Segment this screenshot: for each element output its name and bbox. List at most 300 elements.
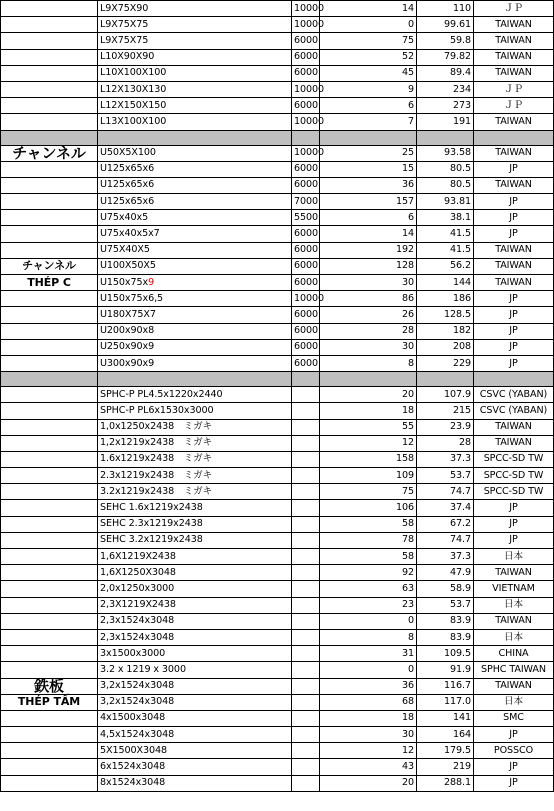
origin-cell: SPCC-SD TW — [474, 468, 554, 484]
origin-cell: CHINA — [474, 646, 554, 662]
spec-text: U125x65x6 — [100, 179, 155, 191]
table-row — [1, 419, 554, 435]
qty-cell: 58 — [320, 549, 417, 565]
length-cell: 6000 — [292, 242, 320, 258]
spec-text: U75X40X5 — [100, 244, 150, 256]
category-cell — [1, 17, 98, 33]
category-cell — [1, 694, 98, 710]
length-cell — [292, 629, 320, 645]
weight-cell: 74.7 — [417, 532, 474, 548]
weight-cell: 186 — [417, 291, 474, 307]
qty-cell: 8 — [320, 355, 417, 371]
table-row — [1, 355, 554, 371]
length-cell: 10000 — [292, 1, 320, 17]
weight-cell: 37.3 — [417, 549, 474, 565]
qty-cell: 31 — [320, 646, 417, 662]
table-row — [1, 678, 554, 694]
table-row — [1, 98, 554, 114]
origin-cell: ＪＰ — [474, 1, 554, 17]
origin-cell: POSSCO — [474, 743, 554, 759]
spec-text: SEHC 2.3x1219x2438 — [100, 518, 203, 530]
spec-text: L12X150X150 — [100, 99, 167, 111]
length-cell — [292, 419, 320, 435]
spec-text: 2.3x1219x2438 ミガキ — [100, 469, 213, 481]
table-row — [1, 1, 554, 17]
table-row — [1, 275, 554, 291]
weight-cell: 74.7 — [417, 484, 474, 500]
table-row — [1, 484, 554, 500]
table-row — [1, 694, 554, 710]
table-row — [1, 500, 554, 516]
spec-text: L13X100X100 — [100, 115, 167, 127]
qty-cell: 78 — [320, 532, 417, 548]
spec-text: SEHC 1.6x1219x2438 — [100, 502, 203, 514]
spec-cell — [98, 161, 292, 177]
origin-cell: JP — [474, 323, 554, 339]
table-row — [1, 161, 554, 177]
spec-text: 2,3X1219X2438 — [100, 599, 176, 611]
length-cell: 6000 — [292, 33, 320, 49]
spec-text: U180X75X7 — [100, 308, 156, 320]
spec-text: 3x1500x3000 — [100, 647, 166, 659]
spec-text: 2,3x1524x3048 — [100, 615, 175, 627]
length-cell — [292, 678, 320, 694]
weight-cell: 219 — [417, 759, 474, 775]
qty-cell: 157 — [320, 194, 417, 210]
spec-cell — [98, 355, 292, 371]
qty-cell: 86 — [320, 291, 417, 307]
spec-text: 1,6X1250X3048 — [100, 566, 176, 578]
table-row — [1, 597, 554, 613]
spec-text: L12X130X130 — [100, 83, 167, 95]
weight-cell: 117.0 — [417, 694, 474, 710]
qty-cell: 30 — [320, 275, 417, 291]
weight-cell: 141 — [417, 710, 474, 726]
spec-text: U75x40x5 — [100, 211, 149, 223]
qty-cell: 109 — [320, 468, 417, 484]
weight-cell: 89.4 — [417, 65, 474, 81]
spec-text: 6x1524x3048 — [100, 761, 166, 773]
weight-cell: 116.7 — [417, 678, 474, 694]
qty-cell: 20 — [320, 387, 417, 403]
length-cell — [292, 516, 320, 532]
origin-cell: JP — [474, 339, 554, 355]
weight-cell: 109.5 — [417, 646, 474, 662]
qty-cell: 20 — [320, 775, 417, 791]
weight-cell: 208 — [417, 339, 474, 355]
category-cell — [1, 177, 98, 193]
length-cell: 6000 — [292, 258, 320, 274]
origin-cell: 日本 — [474, 597, 554, 613]
spec-cell — [98, 516, 292, 532]
weight-cell: 37.3 — [417, 451, 474, 467]
separator-cell — [474, 372, 554, 387]
length-cell — [292, 694, 320, 710]
separator-cell — [1, 130, 98, 145]
qty-cell: 158 — [320, 451, 417, 467]
origin-cell: CSVC (YABAN) — [474, 403, 554, 419]
spec-cell — [98, 145, 292, 161]
spec-text: 2,3x1524x3048 — [100, 631, 175, 643]
weight-cell: 107.9 — [417, 387, 474, 403]
category-cell — [1, 275, 98, 291]
spec-cell — [98, 177, 292, 193]
table-row — [1, 339, 554, 355]
length-cell — [292, 565, 320, 581]
origin-cell: TAIWAN — [474, 613, 554, 629]
spec-cell — [98, 549, 292, 565]
category-cell — [1, 565, 98, 581]
origin-cell: TAIWAN — [474, 678, 554, 694]
length-cell — [292, 435, 320, 451]
length-cell: 6000 — [292, 226, 320, 242]
length-cell — [292, 403, 320, 419]
spec-cell — [98, 403, 292, 419]
origin-cell: JP — [474, 210, 554, 226]
weight-cell: 41.5 — [417, 242, 474, 258]
weight-cell: 179.5 — [417, 743, 474, 759]
spec-cell — [98, 419, 292, 435]
origin-cell: TAIWAN — [474, 145, 554, 161]
origin-cell: TAIWAN — [474, 17, 554, 33]
table-row — [1, 17, 554, 33]
spec-cell — [98, 435, 292, 451]
origin-cell: SPCC-SD TW — [474, 451, 554, 467]
category-cell — [1, 500, 98, 516]
spec-text: SPHC-P PL4.5x1220x2440 — [100, 388, 223, 400]
length-cell: 5500 — [292, 210, 320, 226]
length-cell — [292, 775, 320, 791]
qty-cell: 68 — [320, 694, 417, 710]
length-cell: 6000 — [292, 49, 320, 65]
category-cell — [1, 65, 98, 81]
origin-cell: CSVC (YABAN) — [474, 387, 554, 403]
category-cell — [1, 759, 98, 775]
table-row — [1, 759, 554, 775]
category-cell — [1, 355, 98, 371]
spec-text: SEHC 3.2x1219x2438 — [100, 534, 203, 546]
table-row — [1, 727, 554, 743]
category-cell — [1, 194, 98, 210]
separator-cell — [98, 130, 292, 145]
qty-cell: 106 — [320, 500, 417, 516]
origin-cell: JP — [474, 532, 554, 548]
length-cell: 6000 — [292, 355, 320, 371]
origin-cell: JP — [474, 775, 554, 791]
spec-cell — [98, 33, 292, 49]
separator-cell — [417, 130, 474, 145]
spec-text: L10X100X100 — [100, 67, 167, 79]
spec-text: 3.2x1219x2438 ミガキ — [100, 485, 213, 497]
length-cell — [292, 532, 320, 548]
length-cell: 6000 — [292, 307, 320, 323]
weight-cell: 56.2 — [417, 258, 474, 274]
qty-cell: 14 — [320, 226, 417, 242]
category-cell — [1, 242, 98, 258]
weight-cell: 288.1 — [417, 775, 474, 791]
spec-cell — [98, 210, 292, 226]
spec-cell — [98, 646, 292, 662]
qty-cell: 52 — [320, 49, 417, 65]
spec-text: 1.6x1219x2438 ミガキ — [100, 453, 213, 465]
qty-cell: 128 — [320, 258, 417, 274]
qty-cell: 75 — [320, 484, 417, 500]
origin-cell: TAIWAN — [474, 49, 554, 65]
qty-cell: 30 — [320, 727, 417, 743]
qty-cell: 55 — [320, 419, 417, 435]
spec-text: 3,2x1524x3048 — [100, 680, 175, 692]
length-cell: 6000 — [292, 98, 320, 114]
table-row — [1, 49, 554, 65]
weight-cell: 53.7 — [417, 597, 474, 613]
origin-cell: SPHC TAIWAN — [474, 662, 554, 678]
qty-cell: 0 — [320, 17, 417, 33]
spec-cell — [98, 81, 292, 97]
table-row — [1, 226, 554, 242]
qty-cell: 8 — [320, 629, 417, 645]
spec-cell — [98, 323, 292, 339]
table-row — [1, 646, 554, 662]
separator-cell — [320, 130, 417, 145]
spec-cell — [98, 194, 292, 210]
weight-cell: 234 — [417, 81, 474, 97]
weight-cell: 99.61 — [417, 17, 474, 33]
qty-cell: 28 — [320, 323, 417, 339]
origin-cell: 日本 — [474, 694, 554, 710]
origin-cell: TAIWAN — [474, 258, 554, 274]
spec-cell — [98, 387, 292, 403]
weight-cell: 273 — [417, 98, 474, 114]
length-cell: 10000 — [292, 145, 320, 161]
spec-text: U100X50X5 — [100, 260, 156, 272]
category-cell — [1, 727, 98, 743]
spec-text: L10X90X90 — [100, 51, 155, 63]
origin-cell: JP — [474, 226, 554, 242]
length-cell: 6000 — [292, 275, 320, 291]
weight-cell: 23.9 — [417, 419, 474, 435]
spec-cell — [98, 581, 292, 597]
origin-cell: JP — [474, 759, 554, 775]
separator-cell — [474, 130, 554, 145]
spec-cell — [98, 98, 292, 114]
qty-cell: 0 — [320, 613, 417, 629]
length-cell — [292, 468, 320, 484]
category-cell — [1, 114, 98, 130]
spec-text: 1,2x1219x2438 ミガキ — [100, 437, 213, 449]
length-cell: 7000 — [292, 194, 320, 210]
origin-cell: 日本 — [474, 549, 554, 565]
origin-cell: ＪＰ — [474, 81, 554, 97]
separator-cell — [292, 130, 320, 145]
spec-text: L9X75X75 — [100, 18, 149, 30]
spec-text: 1,6X1219X2438 — [100, 550, 176, 562]
qty-cell: 12 — [320, 743, 417, 759]
spec-text: L9X75X90 — [100, 2, 149, 14]
spec-text: 3,2x1524x3048 — [100, 696, 175, 708]
category-cell — [1, 81, 98, 97]
weight-cell: 38.1 — [417, 210, 474, 226]
spec-cell — [98, 451, 292, 467]
qty-cell: 9 — [320, 81, 417, 97]
spec-cell — [98, 468, 292, 484]
length-cell — [292, 743, 320, 759]
weight-cell: 80.5 — [417, 177, 474, 193]
category-label-vi: THÉP C — [27, 275, 71, 289]
category-cell — [1, 516, 98, 532]
spec-cell — [98, 484, 292, 500]
table-row — [1, 33, 554, 49]
weight-cell: 28 — [417, 435, 474, 451]
category-cell — [1, 613, 98, 629]
length-cell — [292, 727, 320, 743]
weight-cell: 144 — [417, 275, 474, 291]
spec-text: 3.2 x 1219 x 3000 — [100, 663, 186, 675]
spec-cell — [98, 727, 292, 743]
spec-text: 2,0x1250x3000 — [100, 582, 175, 594]
spec-cell — [98, 597, 292, 613]
qty-cell: 18 — [320, 403, 417, 419]
origin-cell: TAIWAN — [474, 565, 554, 581]
category-cell — [1, 98, 98, 114]
length-cell — [292, 581, 320, 597]
category-label-jp-small: チャンネル — [22, 259, 76, 273]
spec-cell — [98, 65, 292, 81]
origin-cell: TAIWAN — [474, 65, 554, 81]
category-cell — [1, 435, 98, 451]
spec-cell — [98, 500, 292, 516]
table-row — [1, 307, 554, 323]
length-cell: 10000 — [292, 17, 320, 33]
separator-cell — [320, 372, 417, 387]
separator-cell — [292, 372, 320, 387]
qty-cell: 58 — [320, 516, 417, 532]
length-cell: 6000 — [292, 177, 320, 193]
weight-cell: 58.9 — [417, 581, 474, 597]
weight-cell: 80.5 — [417, 161, 474, 177]
spec-text: 8x1524x3048 — [100, 777, 166, 789]
spec-cell — [98, 49, 292, 65]
qty-cell: 45 — [320, 65, 417, 81]
category-cell — [1, 403, 98, 419]
section-separator — [1, 372, 554, 387]
weight-cell: 182 — [417, 323, 474, 339]
spec-cell — [98, 17, 292, 33]
spec-cell — [98, 694, 292, 710]
origin-cell: JP — [474, 194, 554, 210]
category-label-vi: THÉP TẤM — [17, 695, 81, 709]
spec-cell — [98, 307, 292, 323]
qty-cell: 15 — [320, 161, 417, 177]
separator-cell — [417, 372, 474, 387]
length-cell — [292, 759, 320, 775]
origin-cell: JP — [474, 516, 554, 532]
category-cell — [1, 339, 98, 355]
category-cell — [1, 646, 98, 662]
spec-text: L9X75X75 — [100, 34, 149, 46]
qty-cell: 192 — [320, 242, 417, 258]
table-row — [1, 516, 554, 532]
qty-cell: 6 — [320, 98, 417, 114]
spec-cell — [98, 775, 292, 791]
table-row — [1, 210, 554, 226]
origin-cell: TAIWAN — [474, 242, 554, 258]
category-cell — [1, 210, 98, 226]
table-row — [1, 743, 554, 759]
length-cell — [292, 613, 320, 629]
length-cell: 6000 — [292, 323, 320, 339]
origin-cell: JP — [474, 161, 554, 177]
spec-text: U75x40x5x7 — [100, 228, 160, 240]
qty-cell: 75 — [320, 33, 417, 49]
origin-cell: JP — [474, 727, 554, 743]
spec-text: 5X1500X3048 — [100, 744, 167, 756]
weight-cell: 83.9 — [417, 613, 474, 629]
table-row — [1, 387, 554, 403]
table-row — [1, 549, 554, 565]
table-row — [1, 403, 554, 419]
category-cell — [1, 161, 98, 177]
origin-cell: JP — [474, 291, 554, 307]
spec-cell — [98, 629, 292, 645]
spec-text: U300x90x9 — [100, 357, 155, 369]
origin-cell: JP — [474, 500, 554, 516]
category-cell — [1, 226, 98, 242]
origin-cell: TAIWAN — [474, 275, 554, 291]
spec-cell — [98, 291, 292, 307]
table-row — [1, 613, 554, 629]
length-cell — [292, 500, 320, 516]
origin-cell: TAIWAN — [474, 435, 554, 451]
category-label-jp: 鉄板 — [34, 677, 64, 696]
weight-cell: 191 — [417, 114, 474, 130]
origin-cell: VIETNAM — [474, 581, 554, 597]
category-cell — [1, 597, 98, 613]
table-row — [1, 451, 554, 467]
weight-cell: 53.7 — [417, 468, 474, 484]
origin-cell: TAIWAN — [474, 419, 554, 435]
table-row — [1, 194, 554, 210]
qty-cell: 0 — [320, 662, 417, 678]
spec-cell — [98, 678, 292, 694]
length-cell — [292, 387, 320, 403]
spec-cell — [98, 532, 292, 548]
spec-cell — [98, 275, 292, 291]
spec-cell — [98, 613, 292, 629]
category-cell — [1, 468, 98, 484]
qty-cell: 7 — [320, 114, 417, 130]
category-cell — [1, 307, 98, 323]
weight-cell: 164 — [417, 727, 474, 743]
weight-cell: 91.9 — [417, 662, 474, 678]
spec-cell — [98, 339, 292, 355]
category-cell — [1, 549, 98, 565]
spec-cell — [98, 759, 292, 775]
category-cell — [1, 662, 98, 678]
table-row — [1, 114, 554, 130]
category-cell — [1, 581, 98, 597]
table-row — [1, 435, 554, 451]
qty-cell: 14 — [320, 1, 417, 17]
weight-cell: 79.82 — [417, 49, 474, 65]
weight-cell: 67.2 — [417, 516, 474, 532]
weight-cell: 83.9 — [417, 629, 474, 645]
spec-text: U250x90x9 — [100, 341, 155, 353]
category-cell — [1, 33, 98, 49]
table-row — [1, 581, 554, 597]
spec-text: U50X5X100 — [100, 147, 156, 159]
category-cell — [1, 49, 98, 65]
spec-cell — [98, 258, 292, 274]
